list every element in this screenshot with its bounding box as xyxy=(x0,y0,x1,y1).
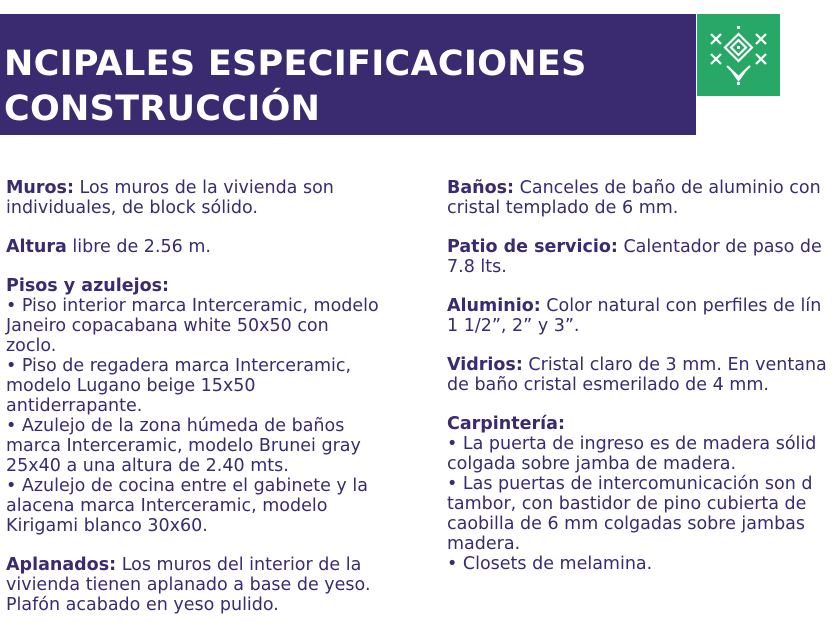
spec-text: Canceles de baño de aluminio con xyxy=(519,178,821,198)
list-line: • La puerta de ingreso es de madera sólid xyxy=(447,434,817,454)
spec-text: Los muros del interior de la xyxy=(121,555,362,575)
spec-aluminio xyxy=(447,296,840,336)
list-line: caobilla de 6 mm colgadas sobre jambas xyxy=(447,514,806,534)
right-column xyxy=(447,178,840,593)
spec-label: Muros: xyxy=(6,178,74,198)
spec-banos xyxy=(447,178,840,218)
spec-text: libre de 2.56 m. xyxy=(72,237,211,257)
geometric-pattern-icon xyxy=(697,14,780,96)
list-line: madera. xyxy=(447,534,521,554)
page-title-line-2: CONSTRUCCIÓN xyxy=(4,89,321,129)
list-line: marca Interceramic, modelo Brunei gray xyxy=(6,436,361,456)
spec-text: vivienda tienen aplanado a base de yeso. xyxy=(6,575,371,595)
spec-label: Baños: xyxy=(447,178,515,198)
spec-text: individuales, de block sólido. xyxy=(6,198,258,218)
spec-carpinteria xyxy=(447,414,840,574)
list-line: modelo Lugano beige 15x50 xyxy=(6,376,256,396)
spec-label: Altura xyxy=(6,237,67,257)
list-line: Kirigami blanco 30x60. xyxy=(6,516,208,536)
list-line: Janeiro copacabana white 50x50 con xyxy=(6,316,329,336)
spec-text: cristal templado de 6 mm. xyxy=(447,198,679,218)
spec-muros xyxy=(6,178,426,218)
list-line: antiderrapante. xyxy=(6,396,143,416)
spec-label: Vidrios: xyxy=(447,355,523,375)
spec-text: Calentador de paso de xyxy=(623,237,822,257)
list-line: • Piso de regadera marca Interceramic, xyxy=(6,356,352,376)
list-line: • Piso interior marca Interceramic, modelo xyxy=(6,296,379,316)
spec-text: 1 1/2”, 2” y 3”. xyxy=(447,316,580,336)
spec-vidrios xyxy=(447,355,840,395)
list-line: alacena marca Interceramic, modelo xyxy=(6,496,328,516)
spec-label: Aplanados: xyxy=(6,555,117,575)
spec-text: de baño cristal esmerilado de 4 mm. xyxy=(447,375,769,395)
spec-label: Aluminio: xyxy=(447,296,541,316)
spec-label: Carpintería: xyxy=(447,414,565,434)
list-line: zoclo. xyxy=(6,336,57,356)
brand-logo xyxy=(697,14,780,96)
list-line: • Azulejo de cocina entre el gabinete y la xyxy=(6,476,368,496)
list-line: 25x40 a una altura de 2.40 mts. xyxy=(6,456,289,476)
spec-text: Cristal claro de 3 mm. En ventana xyxy=(528,355,827,375)
spec-pisos xyxy=(6,276,426,536)
spec-text: 7.8 lts. xyxy=(447,257,507,277)
spec-text: Los muros de la vivienda son xyxy=(79,178,334,198)
list-line: colgada sobre jamba de madera. xyxy=(447,454,737,474)
left-column xyxy=(6,178,426,634)
spec-altura xyxy=(6,237,426,257)
list-line: • Azulejo de la zona húmeda de baños xyxy=(6,416,345,436)
list-line: • Closets de melamina. xyxy=(447,554,653,574)
title-banner xyxy=(0,14,696,135)
spec-label: Pisos y azulejos: xyxy=(6,276,170,296)
list-line: • Las puertas de intercomunicación son d xyxy=(447,474,813,494)
spec-aplanados xyxy=(6,555,426,615)
list-line: tambor, con bastidor de pino cubierta de xyxy=(447,494,807,514)
spec-label: Patio de servicio: xyxy=(447,237,618,257)
spec-text: Plafón acabado en yeso pulido. xyxy=(6,595,279,615)
spec-text: Color natural con perfiles de lín xyxy=(546,296,822,316)
page-title-line-1: NCIPALES ESPECIFICACIONES xyxy=(4,44,587,84)
spec-patio xyxy=(447,237,840,277)
